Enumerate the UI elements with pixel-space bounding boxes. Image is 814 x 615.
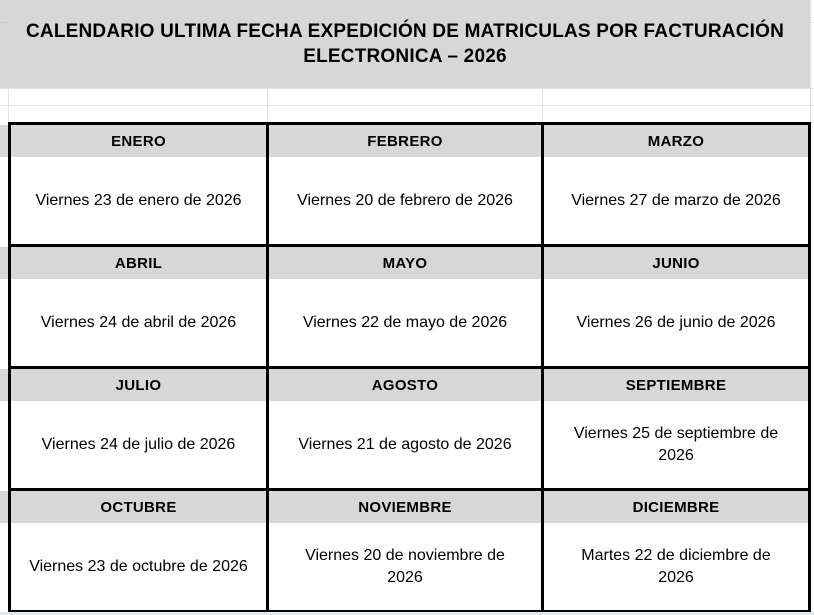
month-header-cell: ENERO (11, 125, 266, 157)
month-cell-noviembre (269, 491, 541, 610)
month-date-cell (544, 523, 808, 610)
month-date-text: Martes 22 de diciembre de 2026 (581, 546, 771, 586)
page-title-line-2: ELECTRONICA – 2026 (303, 46, 507, 67)
row-gutter-highlight (0, 491, 8, 523)
month-header-cell: OCTUBRE (11, 491, 266, 523)
month-date-text: Viernes 23 de octubre de 2026 (29, 557, 248, 575)
month-cell-febrero (269, 125, 541, 244)
month-header-cell: FEBRERO (269, 125, 541, 157)
month-cell-septiembre (544, 369, 808, 488)
month-date-cell (544, 157, 808, 244)
calendar-table (8, 122, 811, 613)
month-date-cell (11, 279, 266, 366)
page-title-line-1: CALENDARIO ULTIMA FECHA EXPEDICIÓN DE MATRICULAS POR FACTURACIÓN (25, 21, 784, 42)
month-cell-mayo (269, 247, 541, 366)
row-gutter-highlight (0, 125, 8, 157)
month-cell-enero (11, 125, 266, 244)
month-header-cell: DICIEMBRE (544, 491, 808, 523)
month-date-text: Viernes 20 de noviembre de 2026 (305, 546, 505, 586)
month-date-cell (544, 279, 808, 366)
month-date-cell (544, 401, 808, 488)
month-header-cell: MAYO (269, 247, 541, 279)
month-date-cell (269, 401, 541, 488)
month-date-text: Viernes 21 de agosto de 2026 (298, 435, 512, 453)
month-header-cell: SEPTIEMBRE (544, 369, 808, 401)
month-date-text: Viernes 27 de marzo de 2026 (571, 191, 781, 209)
month-cell-julio (11, 369, 266, 488)
gridline (267, 88, 268, 122)
month-header-cell: AGOSTO (269, 369, 541, 401)
gridline (542, 88, 543, 122)
month-date-text: Viernes 26 de junio de 2026 (576, 313, 776, 331)
month-header-cell: ABRIL (11, 247, 266, 279)
month-date-cell (11, 157, 266, 244)
gridline (0, 22, 8, 23)
month-cell-octubre (11, 491, 266, 610)
month-date-cell (269, 157, 541, 244)
month-cell-marzo (544, 125, 808, 244)
month-date-cell (11, 523, 266, 610)
month-header-cell: JUNIO (544, 247, 808, 279)
month-header-cell: JULIO (11, 369, 266, 401)
month-date-text: Viernes 25 de septiembre de 2026 (573, 424, 779, 464)
row-gutter-highlight (0, 247, 8, 279)
month-cell-junio (544, 247, 808, 366)
month-date-text: Viernes 22 de mayo de 2026 (302, 313, 508, 331)
month-cell-agosto (269, 369, 541, 488)
month-header-cell: MARZO (544, 125, 808, 157)
title-banner (0, 0, 810, 88)
gridline (810, 0, 811, 122)
month-cell-abril (11, 247, 266, 366)
gridline (8, 88, 9, 122)
month-header-cell: NOVIEMBRE (269, 491, 541, 523)
gridline (0, 88, 814, 89)
row-gutter-highlight (0, 369, 8, 401)
month-date-text: Viernes 23 de enero de 2026 (35, 191, 242, 209)
gridline (0, 105, 814, 106)
month-date-text: Viernes 24 de julio de 2026 (41, 435, 236, 453)
month-cell-diciembre (544, 491, 808, 610)
month-date-cell (11, 401, 266, 488)
month-date-text: Viernes 20 de febrero de 2026 (297, 191, 513, 209)
month-date-cell (269, 279, 541, 366)
month-date-text: Viernes 24 de abril de 2026 (40, 313, 237, 331)
month-date-cell (269, 523, 541, 610)
